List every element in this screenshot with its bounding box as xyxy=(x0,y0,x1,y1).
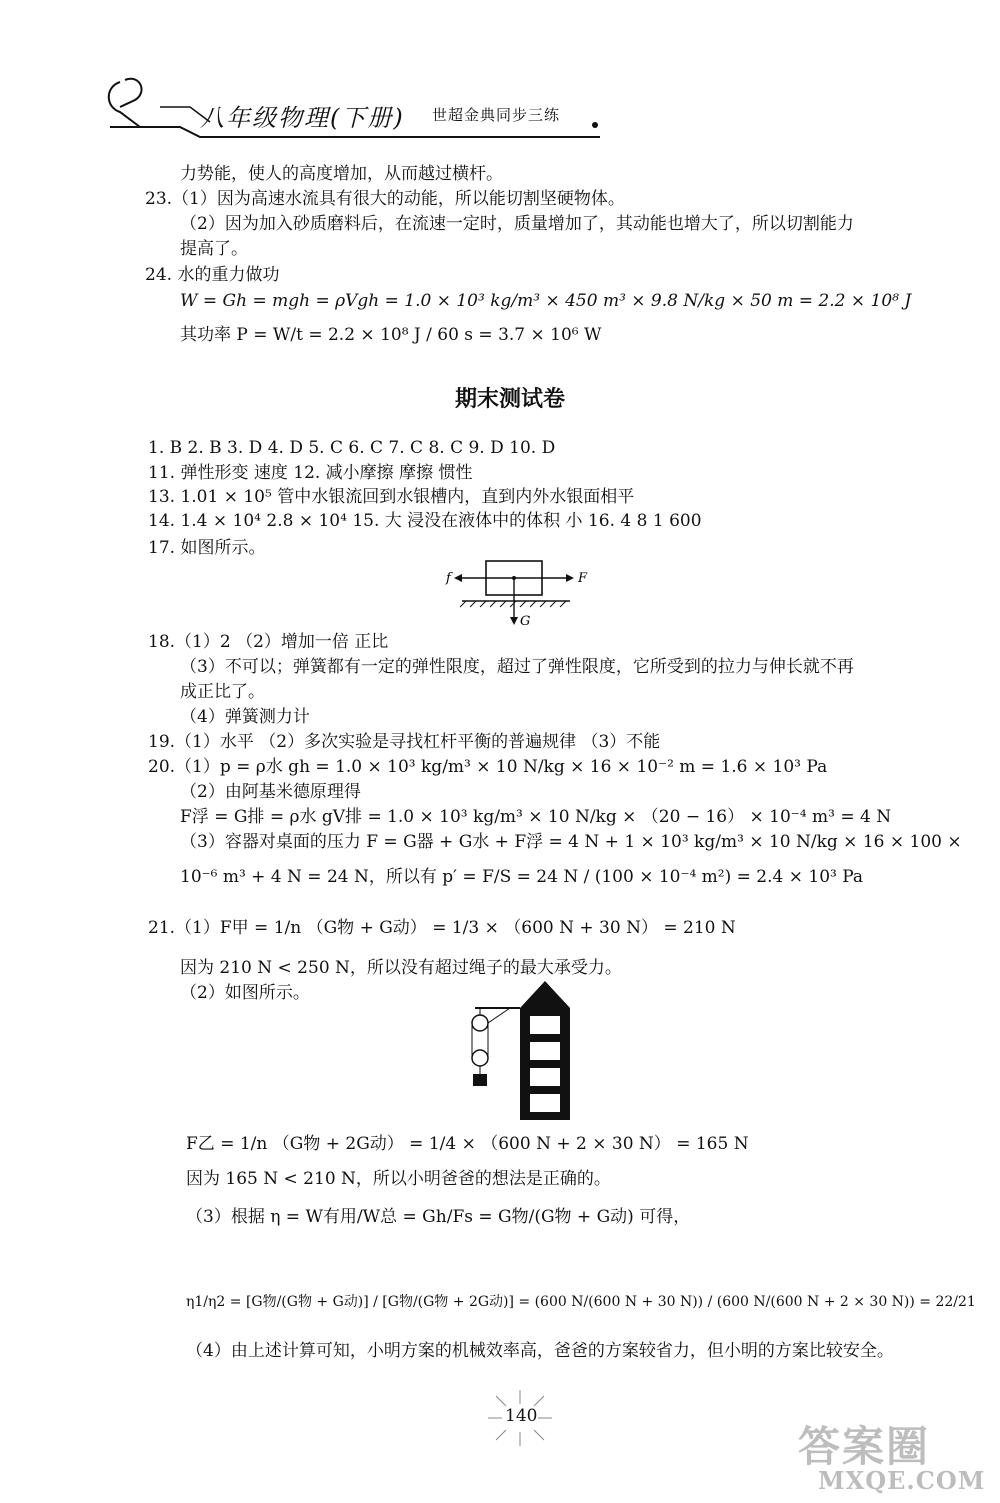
header-brand: 世超金典同步三练 xyxy=(432,106,561,124)
answer-line: （3）不可以；弹簧都有一定的弹性限度，超过了弹性限度，它所受到的拉力与伸长就不再 xyxy=(180,657,854,677)
text-line: 23.（1）因为高速水流具有很大的动能，所以能切割坚硬物体。 xyxy=(145,189,625,209)
watermark-logo: 答案圈 xyxy=(798,1422,931,1471)
label-G: G xyxy=(520,614,531,629)
section-title: 期末测试卷 xyxy=(455,386,566,412)
answer-line: F浮 = G排 = ρ水 gV排 = 1.0 × 10³ kg/m³ × 10 N/kg × （20 − 16） × 10⁻⁴ m³ = 4 N xyxy=(180,807,892,827)
text-line: 提高了。 xyxy=(180,239,248,259)
answer-line: （4）由上述计算可知，小明方案的机械效率高，爸爸的方案较省力，但小明的方案比较安全。 xyxy=(186,1341,894,1361)
text-line: 力势能，使人的高度增加，从而越过横杆。 xyxy=(180,164,503,184)
answer-line: 21.（1）F甲 = 1/n （G物 + G动） = 1/3 × （600 N + 30 N） = 210 N xyxy=(148,918,736,938)
answer-line: （3）根据 η = W有用/W总 = Gh/Fs = G物/(G物 + G动) 可得， xyxy=(186,1207,691,1227)
answer-line: 20.（1）p = ρ水 gh = 1.0 × 10³ kg/m³ × 10 N/kg × 16 × 10⁻² m = 1.6 × 10³ Pa xyxy=(148,757,828,777)
watermark-url: MXQE.COM xyxy=(818,1466,986,1495)
answer-line: 18.（1）2 （2）增加一倍 正比 xyxy=(148,632,389,652)
answer-line: 19.（1）水平 （2）多次实验是寻找杠杆平衡的普遍规律 （3）不能 xyxy=(148,732,661,752)
text-line: 24. 水的重力做功 xyxy=(145,265,280,285)
force-diagram xyxy=(440,555,600,635)
answer-line: 10⁻⁶ m³ + 4 N = 24 N，所以有 p′ = F/S = 24 N / (100 × 10⁻⁴ m²) = 2.4 × 10³ Pa xyxy=(180,867,864,887)
answer-line: F乙 = 1/n （G物 + 2G动） = 1/4 × （600 N + 2 × 30 N） = 165 N xyxy=(186,1134,749,1154)
formula-line: W = Gh = mgh = ρVgh = 1.0 × 10³ kg/m³ × 450 m³ × 9.8 N/kg × 50 m = 2.2 × 10⁸ J xyxy=(180,291,912,311)
text-line: （2）因为加入砂质磨料后，在流速一定时，质量增加了，其动能也增大了，所以切割能力 xyxy=(180,214,854,234)
answer-line: 1. B 2. B 3. D 4. D 5. C 6. C 7. C 8. C 9. D 10. D xyxy=(148,438,556,458)
answer-line: 11. 弹性形变 速度 12. 减小摩擦 摩擦 惯性 xyxy=(148,463,473,483)
header-series-title: 八年级物理(下册) xyxy=(200,104,405,132)
formula-line: 其功率 P = W/t = 2.2 × 10⁸ J / 60 s = 3.7 × 10⁶ W xyxy=(180,325,602,345)
label-f: f xyxy=(446,571,451,586)
answer-line: 14. 1.4 × 10⁴ 2.8 × 10⁴ 15. 大 浸没在液体中的体积 小 16. 4 8 1 600 xyxy=(148,511,702,531)
answer-line: 因为 210 N < 250 N，所以没有超过绳子的最大承受力。 xyxy=(180,958,622,978)
answer-line: （3）容器对桌面的压力 F = G器 + G水 + F浮 = 4 N + 1 × 10³ kg/m³ × 10 N/kg × 16 × 100 × xyxy=(180,832,962,852)
answer-line: （2）如图所示。 xyxy=(180,983,310,1003)
answer-line: 13. 1.01 × 10⁵ 管中水银流回到水银槽内，直到内外水银面相平 xyxy=(148,487,635,507)
answer-line: （2）由阿基米德原理得 xyxy=(180,782,361,802)
label-F: F xyxy=(578,571,588,586)
answer-line: η1/η2 = [G物/(G物 + G动)] / [G物/(G物 + 2G动)] = (600 N/(600 N + 30 N)) / (600 N/(600 N + 2 × 30 N)) = 22/21 xyxy=(186,1294,976,1310)
answer-line: （4）弹簧测力计 xyxy=(180,707,310,727)
answer-line: 17. 如图所示。 xyxy=(148,538,266,558)
answer-line: 因为 165 N < 210 N，所以小明爸爸的想法是正确的。 xyxy=(186,1169,611,1189)
page-number: 140 xyxy=(505,1406,538,1426)
answer-line: 成正比了。 xyxy=(180,682,265,702)
pulley-building-diagram xyxy=(455,978,575,1123)
